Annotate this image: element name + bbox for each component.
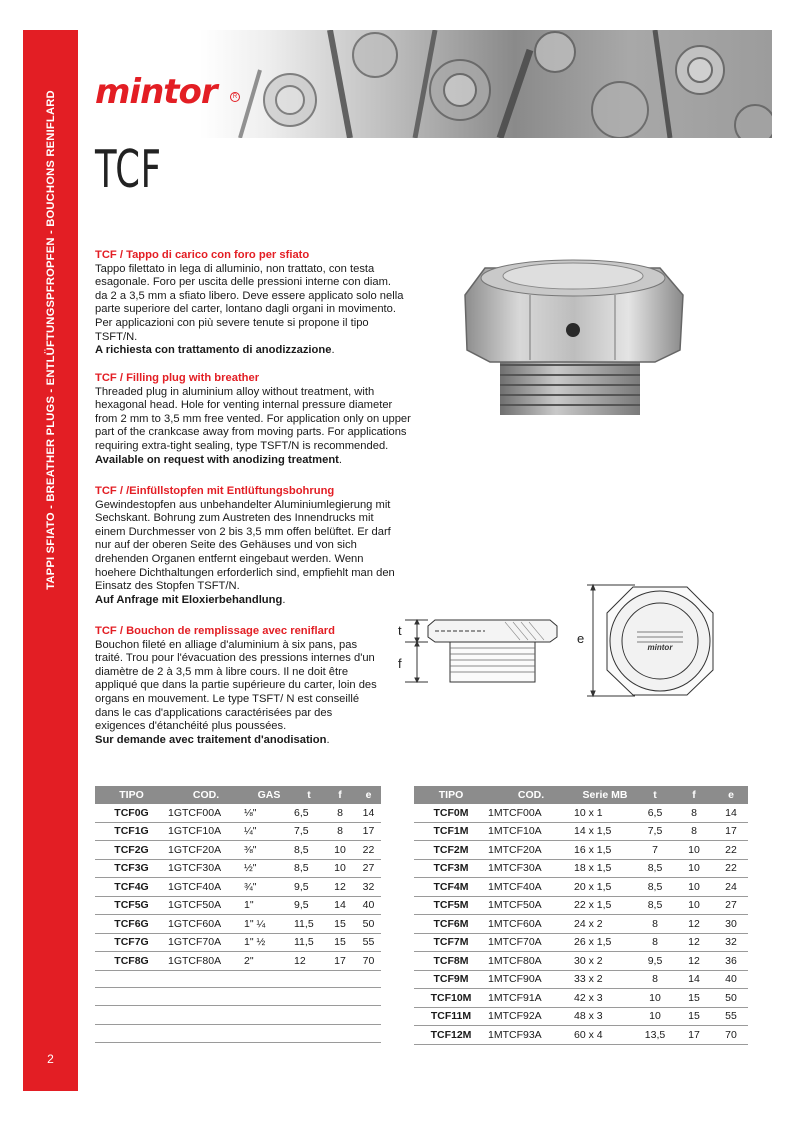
section-heading: TCF / Filling plug with breather <box>95 372 260 384</box>
table-row <box>95 859 381 878</box>
table-cell: 8 <box>324 804 356 822</box>
table-cell: 22 x 1,5 <box>574 896 636 915</box>
table-cell: 8 <box>636 970 674 989</box>
table-cell: 40 <box>714 970 748 989</box>
table-cell: 1MTCF80A <box>488 952 574 971</box>
table-row <box>95 804 381 822</box>
table-cell: 15 <box>674 989 714 1008</box>
vent-hole <box>566 323 580 337</box>
header-banner-photo <box>200 30 772 138</box>
table-cell: 12 <box>324 878 356 897</box>
table-cell: 7,5 <box>294 822 324 841</box>
table-cell: 1MTCF20A <box>488 841 574 860</box>
table-cell: 1GTCF00A <box>168 804 244 822</box>
table-cell: 15 <box>674 1007 714 1026</box>
dim-label-e: e <box>577 631 585 646</box>
table-cell: 11,5 <box>294 933 324 952</box>
table-cell: 8,5 <box>636 896 674 915</box>
cell-tipo: TCF8M <box>414 952 488 971</box>
table-cell: 55 <box>714 1007 748 1026</box>
cell-tipo: TCF0G <box>95 804 168 822</box>
table-row <box>414 841 748 860</box>
table-cell: 60 x 4 <box>574 1026 636 1045</box>
cell-tipo: TCF4M <box>414 878 488 897</box>
table-cell: 1" ¼ <box>244 915 294 934</box>
section-heading: TCF / Bouchon de remplissage avec reniflard <box>95 625 335 637</box>
table-cell: 10 <box>674 859 714 878</box>
table-cell: 1" ½ <box>244 933 294 952</box>
table-cell: 10 <box>324 841 356 860</box>
table-cell: 10 <box>674 896 714 915</box>
dim-label-t: t <box>398 623 402 638</box>
table-cell: ⅜" <box>244 841 294 860</box>
side-bar-text: TAPPI SFIATO - BREATHER PLUGS - ENTLÜFTUNGSPFROPFEN - BOUCHONS RENIFLARD <box>44 90 57 590</box>
table-cell: 9,5 <box>294 878 324 897</box>
table-cell: 1GTCF20A <box>168 841 244 860</box>
section-body: Gewindestopfen aus unbehandelter Aluminiumlegierung mit Sechskant. Bohrung zum Austreten des Innendrucks mit einem Durchmesser von 2 bis 3,5 mm offen belüftet. Er darf nur auf der oberen Seite des Gehäuses und von sich drehenden Organen entfernt eingebaut werden. Wenn hoehere Dichthaltungen erforderlich sind, empfiehlt man den Einsatz des Stopfen TSFT/N. <box>95 498 395 593</box>
table-cell: 55 <box>356 933 381 952</box>
table-cell: 1MTCF50A <box>488 896 574 915</box>
table-row <box>414 915 748 934</box>
table-cell: 20 x 1,5 <box>574 878 636 897</box>
cell-tipo: TCF1M <box>414 822 488 841</box>
table-header-row <box>414 786 748 804</box>
table-row <box>414 859 748 878</box>
table-cell: 1GTCF50A <box>168 896 244 915</box>
table-cell: 24 <box>714 878 748 897</box>
table-row <box>414 804 748 822</box>
table-cell: 8,5 <box>294 859 324 878</box>
table-cell: 17 <box>324 952 356 971</box>
page-title: TCF <box>95 140 162 200</box>
table-cell: 1GTCF40A <box>168 878 244 897</box>
header-t: t <box>294 786 324 804</box>
table-cell: 10 x 1 <box>574 804 636 822</box>
table-cell: 8 <box>674 804 714 822</box>
table-cell: 15 <box>324 915 356 934</box>
section-body: Bouchon fileté en alliage d'aluminium à six pans, pas traité. Trou pour l'évacuation des pressions internes d'un diamètre de 2 à 3,5 mm à libre cours. Il ne doit être appliqué que dans la partie supérieure du carter, loin des organs en mouvement. Le type TSFT/ N est conseillé dans le cas d'applications caractérisées par des exigences d'étanchéité plus poussées. <box>95 638 377 733</box>
cell-tipo: TCF7G <box>95 933 168 952</box>
blank-row-rule <box>95 1005 381 1006</box>
mb-thread-table <box>414 786 748 1045</box>
table-cell: ⅛" <box>244 804 294 822</box>
side-view-drawing <box>395 612 565 687</box>
cell-tipo: TCF4G <box>95 878 168 897</box>
table-row <box>95 952 381 971</box>
registered-mark: R <box>230 92 240 102</box>
cell-tipo: TCF5M <box>414 896 488 915</box>
section-request-end: . <box>331 344 335 357</box>
section-request: Available on request with anodizing treatment <box>95 453 339 466</box>
cap-logo-text: mintor <box>647 643 673 652</box>
table-cell: 1GTCF60A <box>168 915 244 934</box>
header-f: f <box>324 786 356 804</box>
header-e: e <box>714 786 748 804</box>
cell-tipo: TCF9M <box>414 970 488 989</box>
section-italian <box>95 249 405 358</box>
table-cell: 12 <box>674 952 714 971</box>
dim-label-f: f <box>398 656 402 671</box>
table-cell: 18 x 1,5 <box>574 859 636 878</box>
table-cell: 40 <box>356 896 381 915</box>
table-cell: 8 <box>636 915 674 934</box>
front-view-drawing <box>575 575 735 705</box>
table-cell: 7 <box>636 841 674 860</box>
table-cell: ¾" <box>244 878 294 897</box>
table-cell: 1GTCF80A <box>168 952 244 971</box>
table-cell: 10 <box>324 859 356 878</box>
section-french <box>95 625 385 747</box>
table-cell: 1MTCF60A <box>488 915 574 934</box>
section-request: A richiesta con trattamento di anodizzazione <box>95 344 332 357</box>
gas-thread-table <box>95 786 381 971</box>
table-cell: 27 <box>714 896 748 915</box>
table-cell: 7,5 <box>636 822 674 841</box>
header-serie-mb: Serie MB <box>574 786 636 804</box>
table-row <box>414 933 748 952</box>
cell-tipo: TCF0M <box>414 804 488 822</box>
table-cell: 13,5 <box>636 1026 674 1045</box>
header-tipo: TIPO <box>95 786 168 804</box>
section-request-end: . <box>282 593 286 606</box>
table-cell: 1MTCF10A <box>488 822 574 841</box>
table-row <box>414 822 748 841</box>
table-cell: 1MTCF40A <box>488 878 574 897</box>
table-cell: 32 <box>714 933 748 952</box>
cell-tipo: TCF12M <box>414 1026 488 1045</box>
table-cell: 17 <box>356 822 381 841</box>
table-cell: 50 <box>356 915 381 934</box>
table-row <box>414 896 748 915</box>
table-cell: 1MTCF00A <box>488 804 574 822</box>
product-photo <box>455 250 690 425</box>
table-row <box>95 915 381 934</box>
section-english <box>95 372 415 467</box>
table-row <box>414 952 748 971</box>
table-row <box>95 841 381 860</box>
table-cell: 8,5 <box>636 878 674 897</box>
table-row <box>414 1026 748 1045</box>
table-cell: 1" <box>244 896 294 915</box>
cell-tipo: TCF5G <box>95 896 168 915</box>
table-cell: 6,5 <box>636 804 674 822</box>
cell-tipo: TCF8G <box>95 952 168 971</box>
table-cell: 48 x 3 <box>574 1007 636 1026</box>
cell-tipo: TCF7M <box>414 933 488 952</box>
table-cell: 22 <box>714 841 748 860</box>
table-cell: 12 <box>294 952 324 971</box>
table-cell: 24 x 2 <box>574 915 636 934</box>
table-cell: 8 <box>324 822 356 841</box>
table-cell: 70 <box>714 1026 748 1045</box>
table-cell: 17 <box>674 1026 714 1045</box>
table-cell: ½" <box>244 859 294 878</box>
table-row <box>414 878 748 897</box>
table-cell: 1MTCF90A <box>488 970 574 989</box>
table-cell: 10 <box>674 841 714 860</box>
cell-tipo: TCF2G <box>95 841 168 860</box>
table-cell: 2" <box>244 952 294 971</box>
table-cell: 1GTCF10A <box>168 822 244 841</box>
table-cell: 36 <box>714 952 748 971</box>
header-cod: COD. <box>488 786 574 804</box>
thread <box>500 355 640 415</box>
table-row <box>95 933 381 952</box>
table-cell: 22 <box>714 859 748 878</box>
table-cell: 1MTCF30A <box>488 859 574 878</box>
header-gas: GAS <box>244 786 294 804</box>
table-cell: 14 x 1,5 <box>574 822 636 841</box>
blank-row-rule <box>95 1024 381 1025</box>
table-cell: 14 <box>714 804 748 822</box>
section-heading: TCF / Tappo di carico con foro per sfiato <box>95 249 310 261</box>
cell-tipo: TCF6G <box>95 915 168 934</box>
table-cell: 10 <box>636 989 674 1008</box>
table-cell: 30 x 2 <box>574 952 636 971</box>
cell-tipo: TCF2M <box>414 841 488 860</box>
table-cell: 1MTCF92A <box>488 1007 574 1026</box>
cell-tipo: TCF6M <box>414 915 488 934</box>
table-cell: 70 <box>356 952 381 971</box>
table-cell: ¼" <box>244 822 294 841</box>
table-row <box>414 1007 748 1026</box>
table-cell: 8,5 <box>636 859 674 878</box>
section-request: Sur demande avec traitement d'anodisation <box>95 733 327 746</box>
table-cell: 16 x 1,5 <box>574 841 636 860</box>
section-request-end: . <box>326 733 330 746</box>
table-row <box>414 970 748 989</box>
table-cell: 50 <box>714 989 748 1008</box>
header-f: f <box>674 786 714 804</box>
header-cod: COD. <box>168 786 244 804</box>
table-header-row <box>95 786 381 804</box>
table-cell: 1MTCF91A <box>488 989 574 1008</box>
table-row <box>95 896 381 915</box>
section-request-end: . <box>338 453 342 466</box>
table-cell: 14 <box>324 896 356 915</box>
table-cell: 42 x 3 <box>574 989 636 1008</box>
table-cell: 27 <box>356 859 381 878</box>
cell-tipo: TCF11M <box>414 1007 488 1026</box>
table-cell: 17 <box>714 822 748 841</box>
table-cell: 30 <box>714 915 748 934</box>
section-body: Threaded plug in aluminium alloy without treatment, with hexagonal head. Hole for venting internal pressure diameter from 2 mm to 3,5 mm free vented. For application only on upper part of the crankcase away from moving parts. For applications requiring extra-tight sealing, type TSFT/N is recommended. <box>95 385 411 452</box>
table-cell: 10 <box>674 878 714 897</box>
table-row <box>414 989 748 1008</box>
cell-tipo: TCF3M <box>414 859 488 878</box>
table-cell: 10 <box>636 1007 674 1026</box>
section-heading: TCF / /Einfüllstopfen mit Entlüftungsbohrung <box>95 485 335 497</box>
cell-tipo: TCF10M <box>414 989 488 1008</box>
table-cell: 8 <box>636 933 674 952</box>
table-cell: 9,5 <box>636 952 674 971</box>
table-cell: 8,5 <box>294 841 324 860</box>
table-cell: 22 <box>356 841 381 860</box>
table-cell: 14 <box>356 804 381 822</box>
cell-tipo: TCF1G <box>95 822 168 841</box>
table-cell: 15 <box>324 933 356 952</box>
table-cell: 8 <box>674 822 714 841</box>
section-german <box>95 485 405 607</box>
section-body: Tappo filettato in lega di alluminio, non trattato, con testa esagonale. Foro per uscita delle pressioni interne con diam. da 2 a 3,5 mm a sfiato libero. Deve essere applicato solo nella parte superiore del carter, lontano dagli organi in movimento. Per applicazioni con più severe tenute si propone il tipo TSFT/N. <box>95 262 404 343</box>
table-cell: 14 <box>674 970 714 989</box>
table-cell: 1GTCF70A <box>168 933 244 952</box>
side-bar <box>23 30 78 1091</box>
table-cell: 1GTCF30A <box>168 859 244 878</box>
cell-tipo: TCF3G <box>95 859 168 878</box>
table-cell: 6,5 <box>294 804 324 822</box>
table-cell: 1MTCF93A <box>488 1026 574 1045</box>
section-request: Auf Anfrage mit Eloxierbehandlung <box>95 593 283 606</box>
table-cell: 12 <box>674 915 714 934</box>
header-tipo: TIPO <box>414 786 488 804</box>
header-t: t <box>636 786 674 804</box>
table-cell: 1MTCF70A <box>488 933 574 952</box>
table-cell: 26 x 1,5 <box>574 933 636 952</box>
mintor-logo: mintor <box>95 72 217 112</box>
table-cell: 12 <box>674 933 714 952</box>
page-number: 2 <box>47 1052 54 1066</box>
table-cell: 9,5 <box>294 896 324 915</box>
blank-row-rule <box>95 987 381 988</box>
table-row <box>95 878 381 897</box>
table-cell: 11,5 <box>294 915 324 934</box>
table-cell: 33 x 2 <box>574 970 636 989</box>
blank-row-rule <box>95 1042 381 1043</box>
table-cell: 32 <box>356 878 381 897</box>
table-row <box>95 822 381 841</box>
header-e: e <box>356 786 381 804</box>
